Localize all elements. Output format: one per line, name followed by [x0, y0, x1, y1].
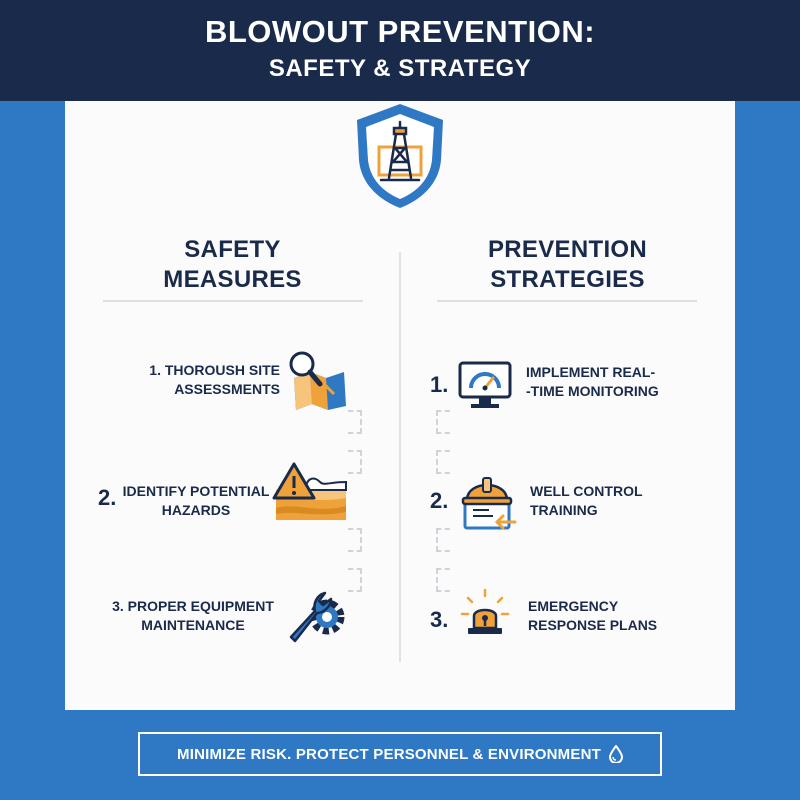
right-connector-3	[436, 528, 450, 552]
safety-measures-heading: SAFETY MEASURES	[163, 236, 302, 293]
footer-text: MINIMIZE RISK. PROTECT PERSONNEL & ENVIRONMENT	[177, 745, 601, 763]
left-connector-4	[348, 568, 362, 592]
left-connector-2	[348, 450, 362, 474]
safety-item-1: 1. THOROUSH SITE ASSESSMENTS	[149, 362, 280, 397]
strategy-item-3-number: 3.	[430, 607, 449, 632]
safety-item-2: IDENTIFY POTENTIAL HAZARDS	[122, 483, 270, 518]
strategy-item-2: WELL CONTROL TRAINING	[530, 483, 643, 518]
left-connector-3	[348, 528, 362, 552]
water-drop-icon	[609, 745, 623, 763]
right-connector-1	[436, 410, 450, 434]
strategy-item-1-number: 1.	[430, 372, 449, 397]
strategy-item-2-number: 2.	[430, 488, 449, 513]
footer-tagline	[138, 732, 662, 776]
strategy-item-3: EMERGENCY RESPONSE PLANS	[528, 598, 658, 633]
safety-item-2-number: 2.	[98, 485, 117, 510]
right-connector-2	[436, 450, 450, 474]
left-heading-rule	[103, 300, 363, 302]
prevention-strategies-heading: PREVENTION STRATEGIES	[487, 236, 648, 293]
page-subtitle: SAFETY & STRATEGY	[268, 55, 532, 82]
strategy-item-1: IMPLEMENT REAL- -TIME MONITORING	[526, 364, 659, 399]
left-connector-1	[348, 410, 362, 434]
right-connector-4	[436, 568, 450, 592]
wrench-gear-icon	[285, 585, 355, 645]
warning-terrain-icon	[272, 462, 348, 524]
safety-item-3: 3. PROPER EQUIPMENT MAINTENANCE	[112, 598, 274, 633]
hardhat-training-icon	[459, 470, 519, 532]
shield-oil-rig-icon	[351, 100, 449, 212]
alarm-beacon-icon	[460, 588, 510, 638]
right-heading-rule	[437, 300, 697, 302]
magnifier-map-icon	[282, 350, 352, 410]
page-title: BLOWOUT PREVENTION:	[204, 14, 596, 49]
header-banner	[0, 0, 800, 101]
column-divider	[399, 252, 401, 662]
monitor-gauge-icon	[457, 360, 513, 410]
